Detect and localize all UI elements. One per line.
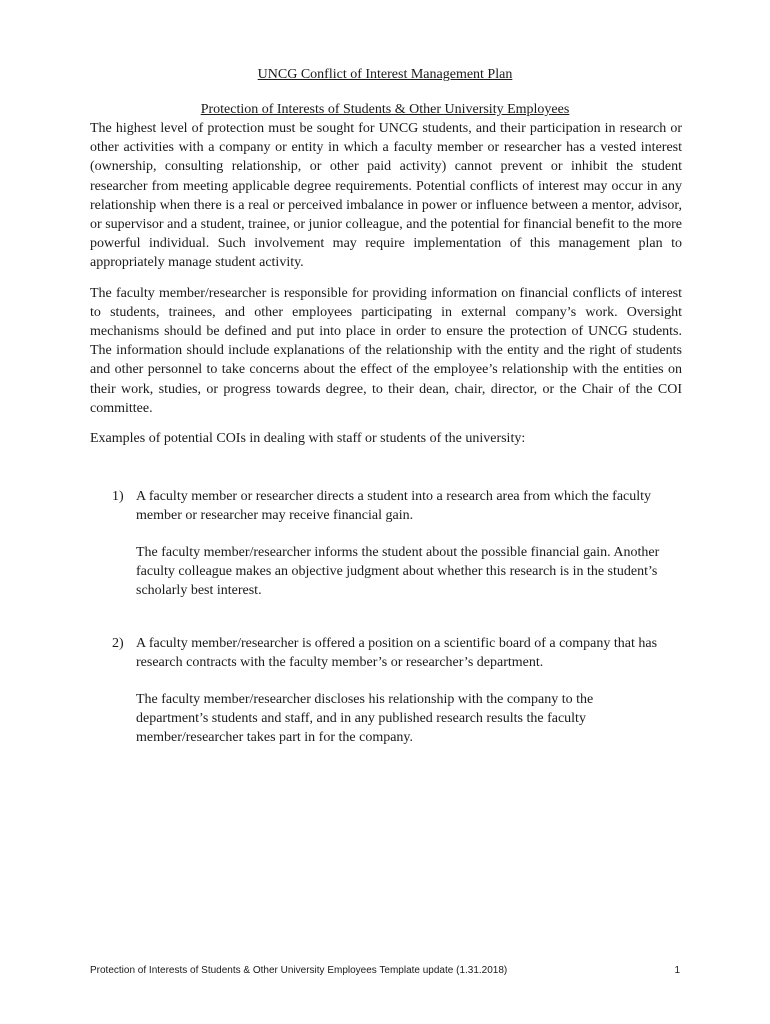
example-number: 1): [112, 489, 124, 505]
document-title: UNCG Conflict of Interest Management Plan: [257, 67, 513, 82]
document-body: [90, 119, 682, 764]
example-resolution: The faculty member/researcher discloses his relationship with the company to the department’s students and staff, and in any published research results the faculty member/researcher takes part in for the company.: [136, 691, 594, 746]
document-subtitle: Protection of Interests of Students & Other University Employees: [200, 102, 570, 117]
example-item-2: [90, 634, 682, 747]
example-item-1: [90, 487, 682, 600]
footer-text: Protection of Interests of Students & Other University Employees Template update (1.31.2018): [90, 965, 508, 976]
example-number: 2): [112, 636, 124, 652]
paragraph-responsibility: The faculty member/researcher is responsible for providing information on financial conflicts of interest to students, trainees, and other employees participating in external company’s work. Oversight mechanisms should be defined and put into place in order to ensure the protection of UNCG students. The information should include explanations of the relationship with the entity and the right of students and other personnel to take concerns about the effect of the employee’s relationship with the entities on their work, studies, or progress towards degree, to their dean, chair, director, or the Chair of the COI committee.: [90, 285, 682, 416]
example-resolution: The faculty member/researcher informs the student about the possible financial gain. Another faculty colleague makes an objective judgment about whether this research is in the student’s scholarly best interest.: [136, 544, 660, 599]
example-scenario: A faculty member or researcher directs a student into a research area from which the faculty member or researcher may receive financial gain.: [136, 489, 652, 524]
examples-list: [90, 487, 682, 747]
page-footer: [90, 964, 682, 978]
paragraph-examples-intro: Examples of potential COIs in dealing with staff or students of the university:: [90, 431, 526, 447]
page-number: 1: [674, 965, 680, 976]
example-scenario: A faculty member/researcher is offered a position on a scientific board of a company that has research contracts with the faculty member’s or researcher’s department.: [136, 636, 658, 671]
paragraph-protection: The highest level of protection must be sought for UNCG students, and their participation in research or other activities with a company or entity in which a faculty member or researcher has a vested interest (ownership, consulting relationship, or other paid activity) cannot prevent or inhibit the student researcher from meeting applicable degree requirements. Potential conflicts of interest may occur in any relationship when there is a real or perceived imbalance in power or influence between a mentor, advisor, or supervisor and a student, trainee, or junior colleague, and the potential for financial benefit to the more powerful individual. Such involvement may require implementation of this management plan to appropriately manage student activity.: [90, 121, 682, 271]
